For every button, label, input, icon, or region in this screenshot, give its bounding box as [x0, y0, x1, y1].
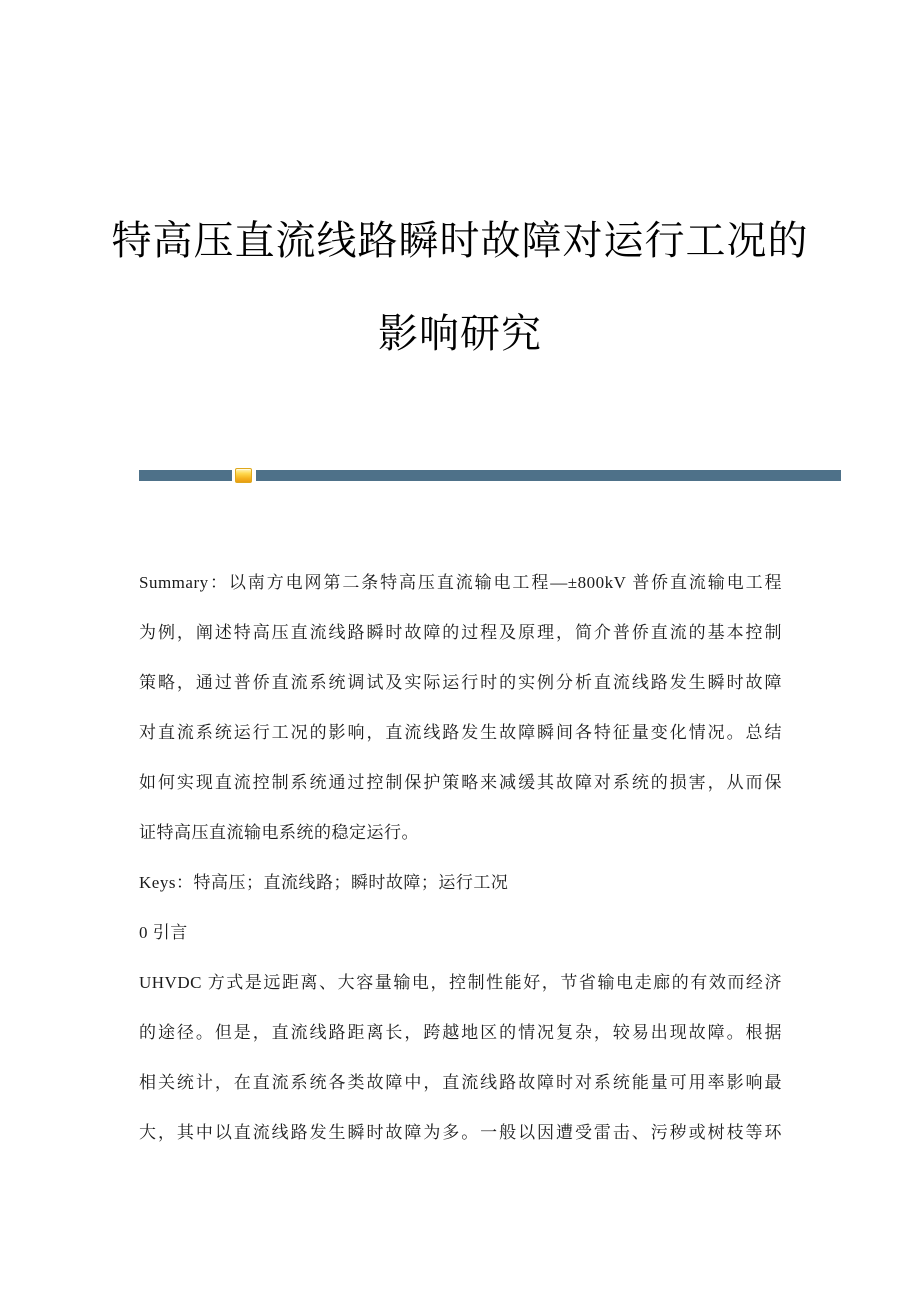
mail-icon [235, 468, 252, 483]
divider-bar-left [139, 470, 232, 481]
summary-line: 策略，通过普侨直流系统调试及实际运行时的实例分析直流线路发生瞬时故障 [139, 673, 782, 692]
summary-line: 证特高压直流输电系统的稳定运行。 [139, 823, 419, 842]
intro-line: 的途径。但是，直流线路距离长，跨越地区的情况复杂，较易出现故障。根据 [139, 1023, 782, 1042]
summary-line: 对直流系统运行工况的影响，直流线路发生故障瞬间各特征量变化情况。总结 [139, 723, 782, 742]
keywords-line: Keys：特高压；直流线路；瞬时故障；运行工况 [139, 873, 509, 892]
section-heading: 0 引言 [139, 923, 188, 942]
summary-line: 为例，阐述特高压直流线路瞬时故障的过程及原理，简介普侨直流的基本控制 [139, 623, 782, 642]
section-divider [139, 470, 841, 481]
summary-line: Summary：以南方电网第二条特高压直流输电工程—±800kV 普侨直流输电工程 [139, 573, 782, 592]
page-title [0, 194, 920, 380]
document-body [139, 558, 782, 1158]
intro-line: 相关统计，在直流系统各类故障中，直流线路故障时对系统能量可用率影响最 [139, 1073, 782, 1092]
divider-bar-right [256, 470, 841, 481]
title-line-1: 特高压直流线路瞬时故障对运行工况的 [111, 218, 809, 263]
title-line-2: 影响研究 [378, 311, 542, 356]
intro-line: 大，其中以直流线路发生瞬时故障为多。一般以因遭受雷击、污秽或树枝等环 [139, 1123, 782, 1142]
summary-line: 如何实现直流控制系统通过控制保护策略来减缓其故障对系统的损害，从而保 [139, 773, 782, 792]
intro-line: UHVDC 方式是远距离、大容量输电，控制性能好，节省输电走廊的有效而经济 [139, 973, 782, 992]
